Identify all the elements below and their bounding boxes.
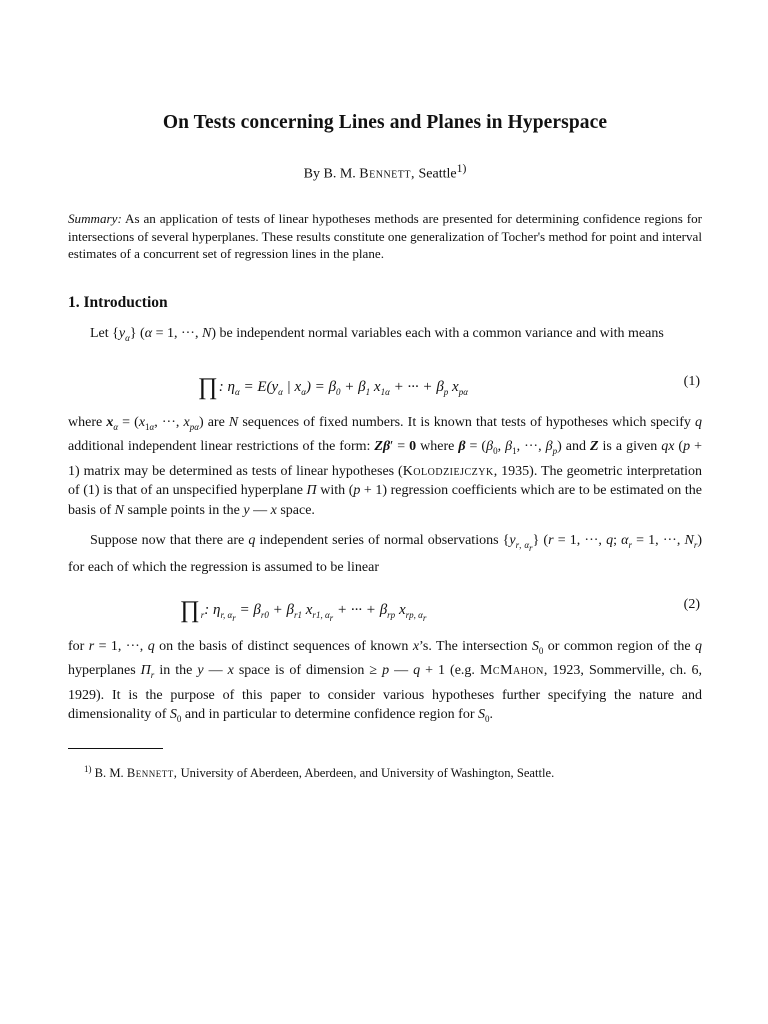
summary [68, 210, 702, 263]
byline-prefix: By B. M. [303, 166, 356, 182]
footnote-rule [68, 748, 163, 749]
equation-2-number: (2) [683, 597, 700, 612]
footnote-text: University of Aberdeen, Aberdeen, and University of Washington, Seattle. [180, 766, 555, 781]
footnote-mark: 1) [456, 162, 467, 175]
footnote-marker: 1) [84, 764, 92, 774]
summary-text: As an application of tests of linear hypotheses methods are presented for determining confidence regions for intersections of several hyperplanes. These results constitute one generalization of Tocher's method for point and interval estimates of a concurrent set of regression lines in the plane. [68, 211, 702, 261]
equation-1-number: (1) [683, 374, 700, 389]
intro-paragraph-4: for r = 1, ···, q on the basis of distinct sequences of known x’s. The intersection $S_0$ or common region of the q hyperplanes $\Pi_r$ in the y — x space is of dimension ≥ p — q + 1 (e.g. McMahon, 1923, Sommerville, ch. 6, 1929). It is the purpose of this paper to consider various hypotheses further specifying the nature and dimensionality of $S_0$ and in particular to determine confidence region for $S_0$. [68, 639, 703, 725]
byline [68, 162, 702, 183]
equation-2-body: $\prod_r$: $\eta_{r, \alpha_r} = \beta_{r0} + \beta_{r1}$ $x_{r1, \alpha_r}$ + ··· + $\beta_{rp}$ $x_{rp, \alpha_r}$ [180, 597, 427, 623]
equation-1-body: ∏: $\eta_\alpha = E(y_\alpha$ | $x_\alpha) = \beta_0 + \beta_1$ $x_{1\alpha}$ + ··· + $\beta_p$ $x_{p\alpha}$ [198, 374, 468, 400]
intro-paragraph-2: where $x_\alpha = (x_{1\alpha}$, ···, $x_{p\alpha}$) are N sequences of fixed numbers. It is known that tests of hypotheses which specify q additional independent linear restrictions of the form: Zβ′ = 0 where $\beta = (\beta_0$, $\beta_1$, ···, $\beta_p$) and Z is a given qx (p + 1) matrix may be determined as tests of linear hypotheses (Kolodziejczyk, 1935). The geometric interpretation of (1) is that of an unspecified hyperplane Π with (p + 1) regression coefficients which are to be estimated on the basis of N sample points in the y — x space. [68, 415, 703, 518]
footnote-author: Bennett, [126, 766, 178, 781]
footnote [84, 764, 554, 781]
author-place: Seattle [418, 166, 457, 182]
paper-title: On Tests concerning Lines and Planes in Hyperspace [162, 112, 608, 133]
intro-paragraph-3: Suppose now that there are q independent series of normal observations $\{y_{r, \alpha_r}\} (r = 1$, ···, q; $\alpha_r = 1$, ···, $N_r$) for each of which the regression is assumed to be linear [68, 533, 703, 576]
section-heading: 1. Introduction [68, 294, 168, 311]
summary-label: Summary: [68, 211, 122, 226]
author-name: Bennett, [359, 166, 415, 182]
intro-paragraph-1: Let $\{y_\alpha\} (\alpha = 1$, ···, N) be independent normal variables each with a common variance and with means [90, 326, 664, 343]
footnote-prefix: B. M. [94, 766, 124, 781]
